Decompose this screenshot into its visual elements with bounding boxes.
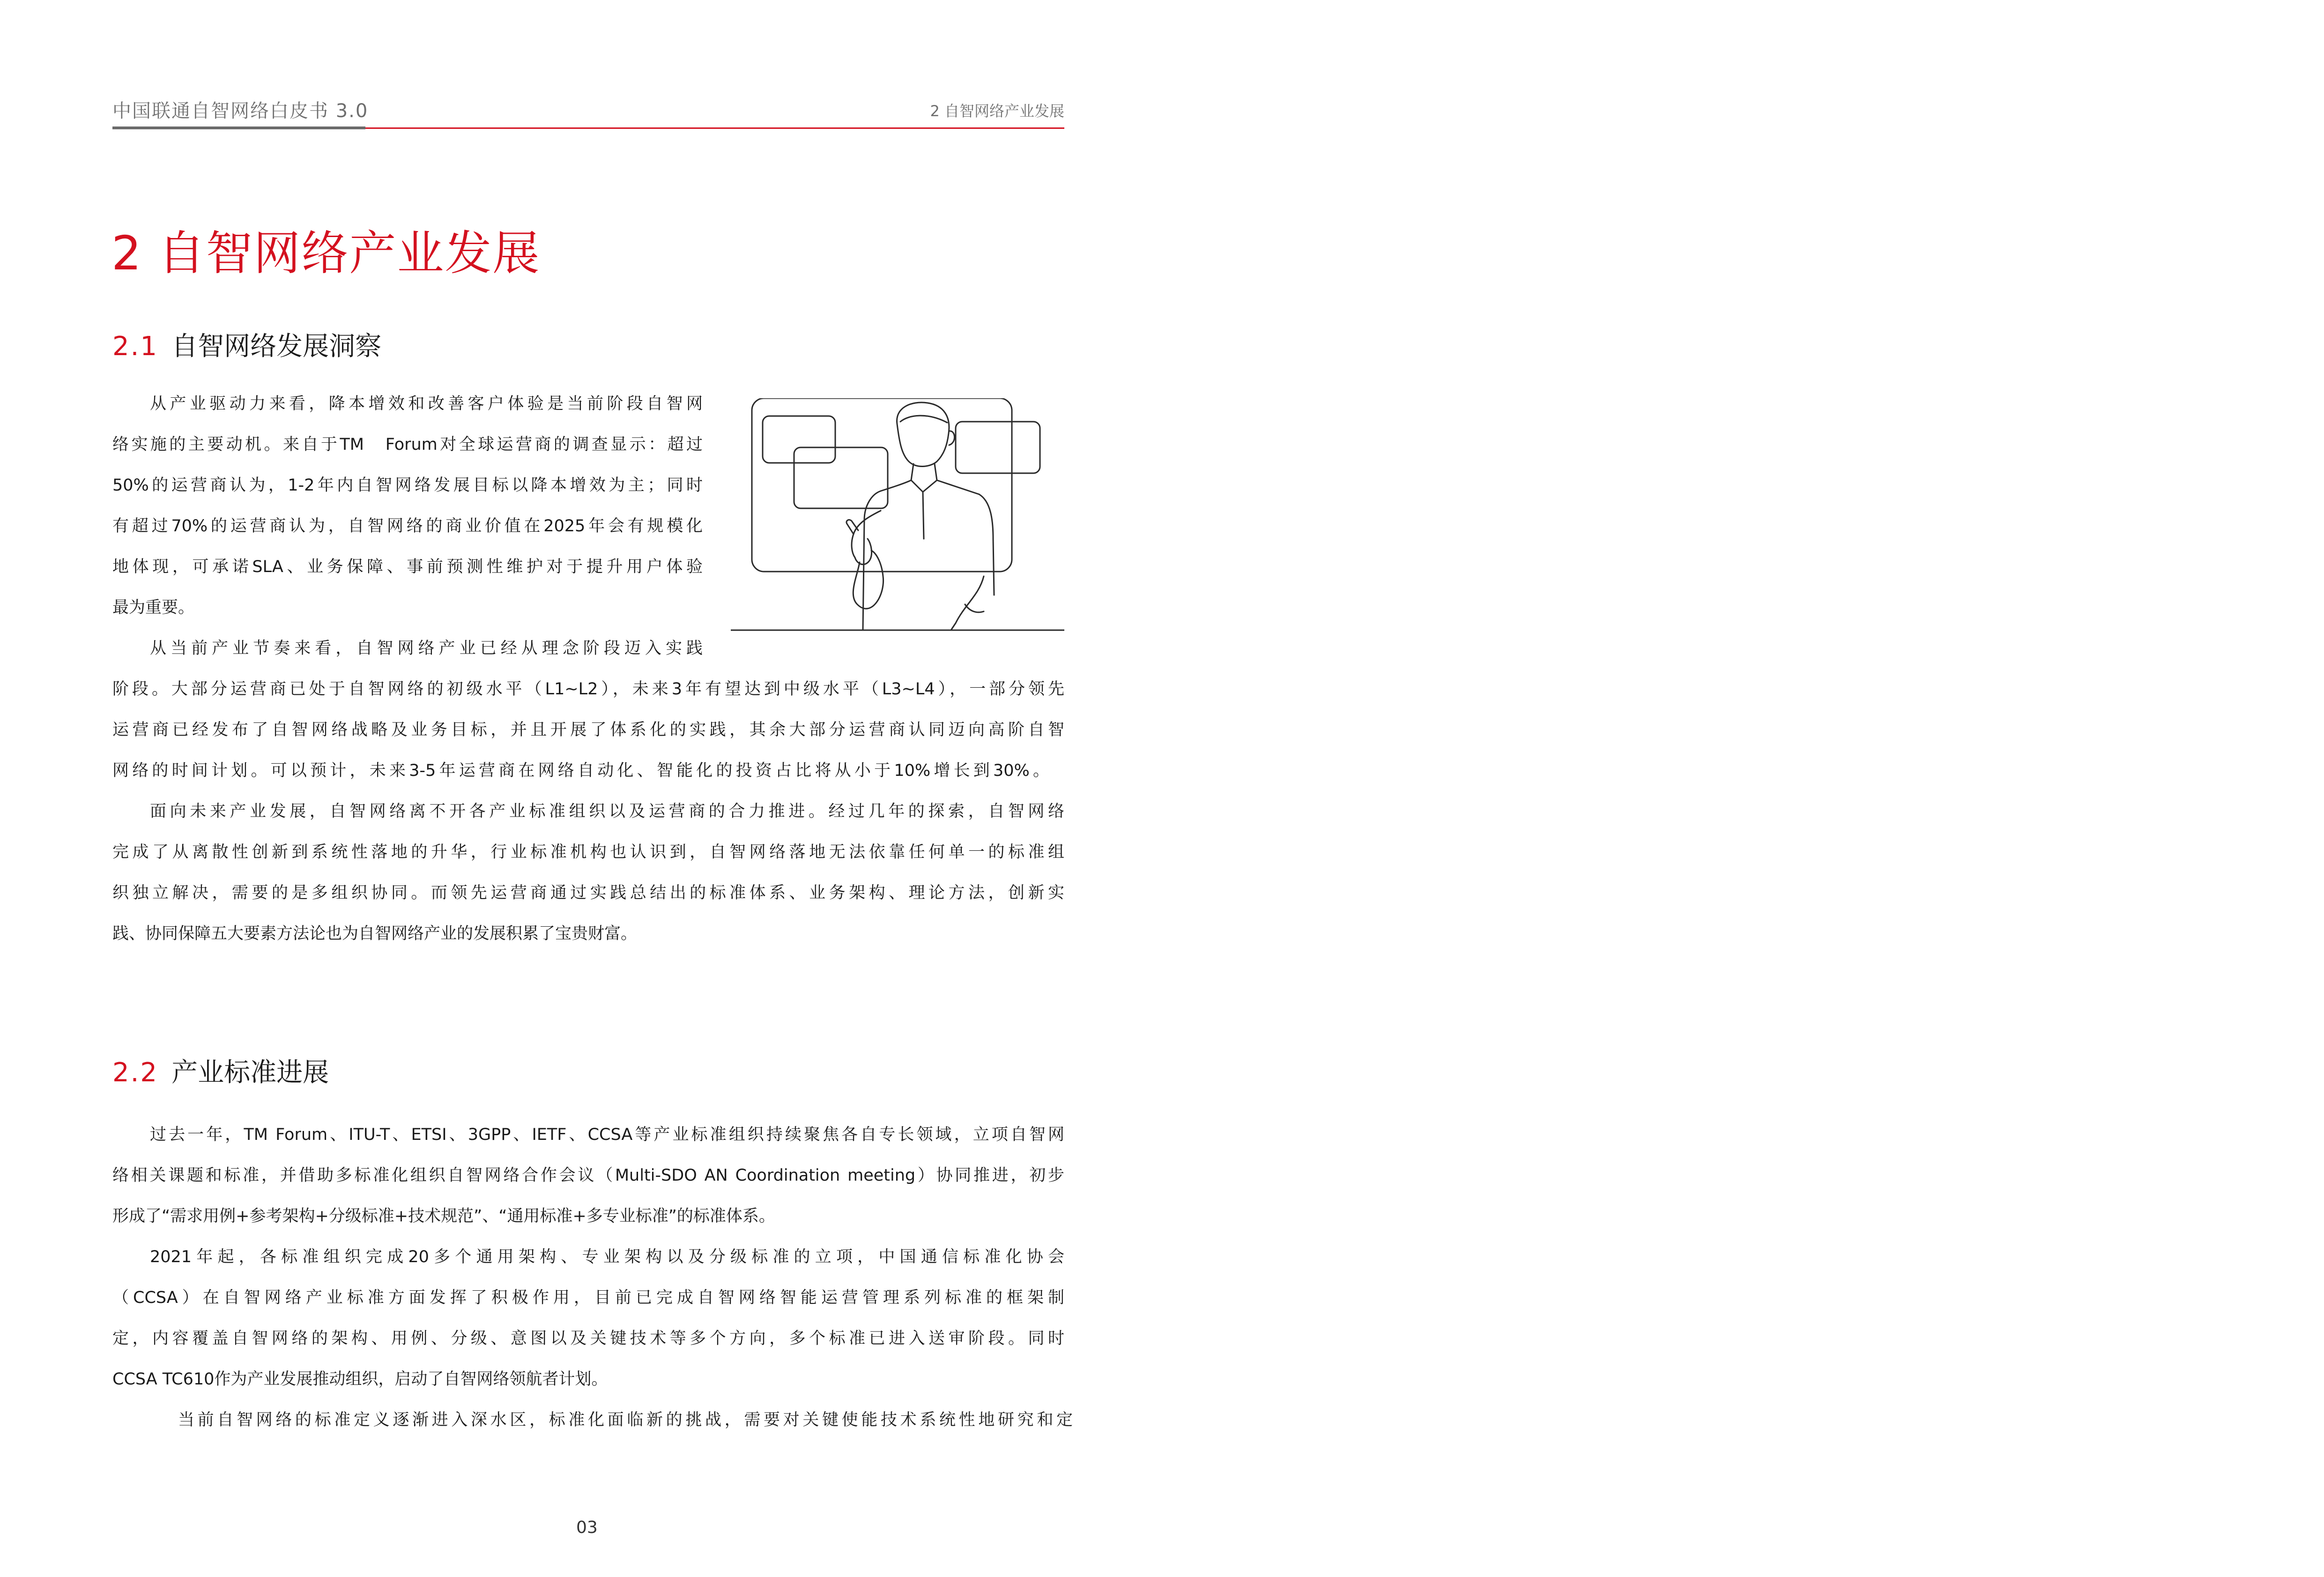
paragraph-line: 从当前产业节奏来看，自智网络产业已经从理念阶段迈入实践 — [150, 639, 703, 658]
paragraph-line: 织独立解决，需要的是多组织协同。而领先运营商通过实践总结出的标准体系、业务架构、理论方法，创新实 — [112, 884, 1064, 902]
paragraph-line: 最为重要。 — [112, 598, 195, 617]
paragraph-line: 当前自智网络的标准定义逐渐进入深水区，标准化面临新的挑战，需要对关键使能技术系统性地研究和定 — [178, 1411, 1073, 1429]
paragraph-line: 2021年起，各标准组织完成20多个通用架构、专业架构以及分级标准的立项，中国通信标准化协会 — [150, 1248, 1064, 1266]
paragraph-line: 面向未来产业发展，自智网络离不开各产业标准组织以及运营商的合力推进。经过几年的探索，自智网络 — [150, 802, 1064, 821]
paragraph-line: 践、协同保障五大要素方法论也为自智网络产业的发展积累了宝贵财富。 — [112, 924, 638, 943]
section-title: 自智网络发展洞察 — [171, 331, 382, 362]
header-rule-red — [365, 127, 1064, 129]
paragraph-line: （CCSA）在自智网络产业标准方面发挥了积极作用，目前已完成自智网络智能运营管理系列标准的框架制 — [112, 1288, 1064, 1307]
paragraph-line: CCSA TC610作为产业发展推动组织，启动了自智网络领航者计划。 — [112, 1370, 608, 1389]
running-header-chapter: 2 自智网络产业发展 — [930, 102, 1064, 120]
paragraph-line: 有超过70%的运营商认为，自智网络的商业价值在2025年会有规模化 — [112, 517, 703, 536]
section-title: 产业标准进展 — [171, 1057, 329, 1088]
header-rule-gray — [112, 126, 365, 129]
page-number: 03 — [576, 1518, 598, 1537]
paragraph-line: 定，内容覆盖自智网络的架构、用例、分级、意图以及关键技术等多个方向，多个标准已进入送审阶段。同时 — [112, 1329, 1064, 1348]
section-heading-2-1 — [112, 326, 381, 363]
running-header-title: 中国联通自智网络白皮书 3.0 — [112, 100, 369, 122]
paragraph-line: 50%的运营商认为，1-2年内自智网络发展目标以降本增效为主；同时 — [112, 476, 703, 495]
section-number: 2.2 — [112, 1057, 159, 1088]
section-heading-2-2 — [112, 1052, 329, 1089]
section-number: 2.1 — [112, 331, 159, 362]
paragraph-line: 形成了“需求用例+参考架构+分级标准+技术规范”、“通用标准+多专业标准”的标准体系。 — [112, 1207, 775, 1226]
chapter-title: 2 自智网络产业发展 — [111, 226, 541, 281]
paragraph-line: 网络的时间计划。可以预计，未来3-5年运营商在网络自动化、智能化的投资占比将从小于10%增长到30%。 — [112, 761, 1049, 780]
paragraph-line: 络实施的主要动机。来自于TM Forum对全球运营商的调查显示：超过 — [112, 435, 703, 454]
paragraph-line: 络相关课题和标准，并借助多标准化组织自智网络合作会议（Multi-SDO AN Coordination meeting）协同推进，初步 — [112, 1166, 1064, 1185]
paragraph-line: 从产业驱动力来看，降本增效和改善客户体验是当前阶段自智网 — [150, 394, 703, 413]
paragraph-line: 完成了从离散性创新到系统性落地的升华，行业标准机构也认识到，自智网络落地无法依靠任何单一的标准组 — [112, 843, 1064, 862]
paragraph-line: 运营商已经发布了自智网络战略及业务目标，并且开展了体系化的实践，其余大部分运营商认同迈向高阶自智 — [112, 721, 1064, 739]
paragraph-line: 地体现，可承诺SLA、业务保障、事前预测性维护对于提升用户体验 — [112, 558, 703, 576]
line-art-person-touching-screens-illustration — [731, 398, 1064, 632]
paragraph-line: 阶段。大部分运营商已处于自智网络的初级水平（L1~L2），未来3年有望达到中级水平（L3~L4），一部分领先 — [112, 680, 1064, 699]
paragraph-line: 过去一年，TM Forum、ITU-T、ETSI、3GPP、IETF、CCSA等产业标准组织持续聚焦各自专长领域，立项自智网 — [150, 1125, 1064, 1144]
